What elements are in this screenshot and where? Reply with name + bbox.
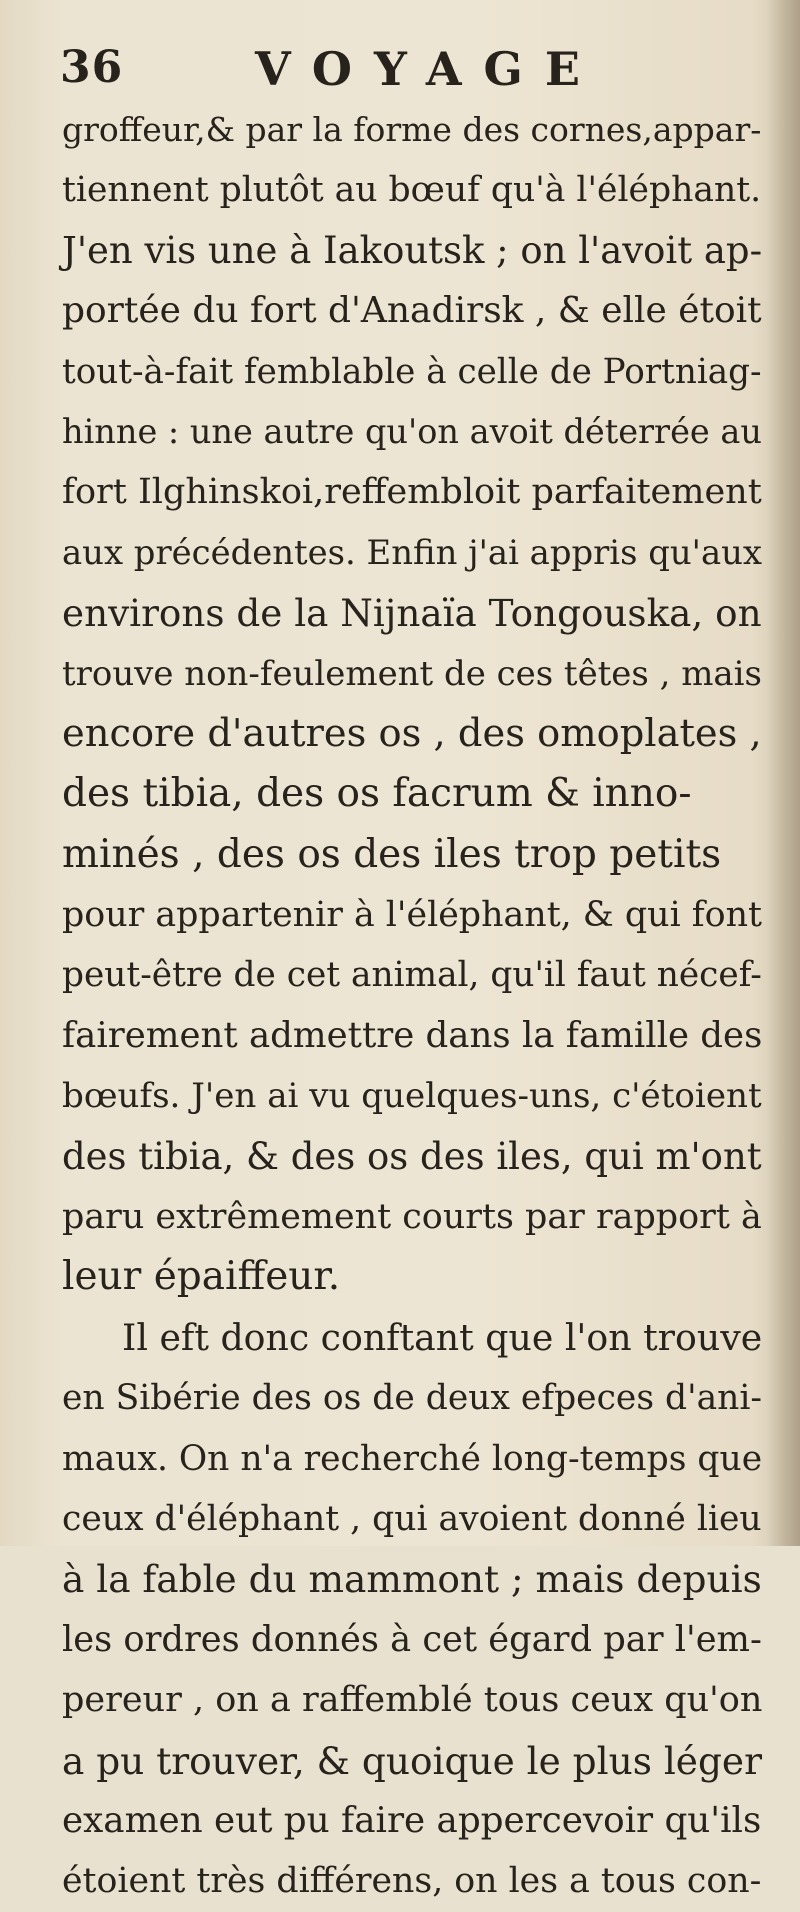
text-line: groffeur,& par la forme des cornes,appar- (62, 110, 762, 149)
text-line: pour appartenir à l'éléphant, & qui font (62, 895, 763, 936)
text-line: paru extrêmement courts par rapport à (62, 1197, 762, 1238)
text-line: bœufs. J'en ai vu quelques-uns, c'étoient (62, 1076, 762, 1117)
text-line: trouve non-feulement de ces têtes , mais (62, 653, 762, 694)
text-line: examen eut pu faire appercevoir qu'ils (62, 1799, 762, 1841)
text-line: ceux d'éléphant , qui avoient donné lieu (62, 1498, 762, 1539)
page-edge-shadow (766, 0, 800, 1546)
text-line-paragraph-start: Il eft donc conftant que l'on trouve (122, 1315, 763, 1359)
text-line: J'en vis une à Iakoutsk ; on l'avoit ap- (62, 228, 763, 272)
text-line: tiennent plutôt au bœuf qu'à l'éléphant. (62, 170, 762, 211)
running-head: VOYAGE (255, 42, 602, 96)
text-line: des tibia, & des os des iles, qui m'ont (62, 1134, 762, 1178)
text-line: environs de la Nijnaïa Tongouska, on (62, 591, 762, 636)
text-line: portée du fort d'Anadirsk , & elle étoit (62, 290, 762, 332)
text-line: à la fable du mammont ; mais depuis (62, 1557, 762, 1602)
text-line: les ordres donnés à cet égard par l'em- (62, 1618, 762, 1660)
text-line: encore d'autres os , des omoplates , (62, 710, 762, 756)
text-line: maux. On n'a recherché long-temps que (62, 1438, 763, 1479)
text-line: des tibia, des os facrum & inno- (62, 771, 692, 817)
text-line: peut-être de cet animal, qu'il faut nécef- (62, 955, 762, 996)
body-text (62, 100, 762, 1912)
text-line: tout-à-fait femblable à celle de Portniag- (62, 351, 762, 392)
text-line: étoient très différens, on les a tous con- (62, 1861, 762, 1902)
text-line: hinne : une autre qu'on avoit déterrée au (62, 411, 762, 451)
text-line: aux précédentes. Enfin j'ai appris qu'aux (62, 532, 763, 572)
text-line: pereur , on a raffemblé tous ceux qu'on (62, 1680, 763, 1721)
page-header (0, 42, 800, 102)
text-line: a pu trouver, & quoique le plus léger (62, 1738, 762, 1783)
text-line: en Sibérie des os de deux efpeces d'ani- (62, 1378, 763, 1419)
text-line: minés , des os des iles trop petits (62, 831, 722, 877)
text-line: fort Ilghinskoi,reffembloit parfaitement (62, 472, 762, 513)
page-number: 36 (60, 42, 124, 93)
text-line: leur épaiffeur. (62, 1254, 341, 1300)
text-line: fairement admettre dans la famille des (62, 1014, 763, 1056)
